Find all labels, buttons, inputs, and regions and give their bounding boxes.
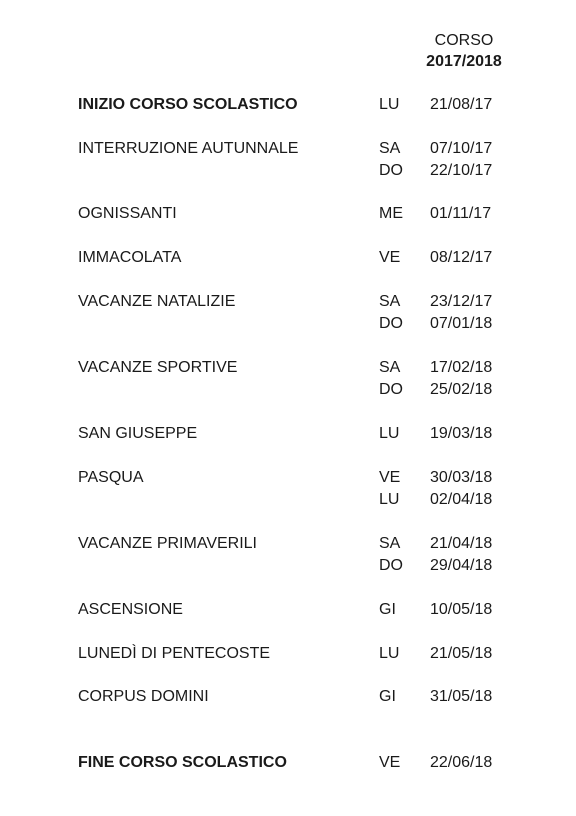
event-name: VACANZE SPORTIVE bbox=[78, 359, 238, 376]
weekday: LU bbox=[379, 425, 400, 442]
weekday: DO bbox=[379, 162, 403, 179]
event-name: OGNISSANTI bbox=[78, 205, 177, 222]
date-value: 29/04/18 bbox=[430, 557, 493, 574]
date-line bbox=[0, 555, 576, 577]
date-value: 07/01/18 bbox=[430, 315, 493, 332]
date-value: 25/02/18 bbox=[430, 381, 493, 398]
event-name: INTERRUZIONE AUTUNNALE bbox=[78, 140, 299, 157]
date-value: 08/12/17 bbox=[430, 249, 493, 266]
date-line bbox=[0, 291, 576, 313]
date-value: 21/08/17 bbox=[430, 96, 493, 113]
weekday: LU bbox=[379, 491, 400, 508]
weekday: DO bbox=[379, 557, 403, 574]
course-label: CORSO bbox=[434, 32, 494, 49]
date-value: 10/05/18 bbox=[430, 601, 493, 618]
event-name: SAN GIUSEPPE bbox=[78, 425, 198, 442]
date-line bbox=[0, 379, 576, 401]
weekday: VE bbox=[379, 249, 401, 266]
weekday: VE bbox=[379, 754, 401, 771]
date-value: 30/03/18 bbox=[430, 469, 493, 486]
weekday: SA bbox=[379, 535, 401, 552]
date-value: 21/05/18 bbox=[430, 645, 493, 662]
event-name: LUNEDÌ DI PENTECOSTE bbox=[78, 645, 271, 662]
weekday: SA bbox=[379, 359, 401, 376]
weekday: GI bbox=[379, 688, 396, 705]
event-name: CORPUS DOMINI bbox=[78, 688, 209, 705]
weekday: VE bbox=[379, 469, 401, 486]
date-line bbox=[0, 752, 576, 774]
event-name: VACANZE PRIMAVERILI bbox=[78, 535, 257, 552]
weekday: LU bbox=[379, 645, 400, 662]
date-line bbox=[0, 643, 576, 665]
event-name: ASCENSIONE bbox=[78, 601, 183, 618]
date-value: 21/04/18 bbox=[430, 535, 493, 552]
event-name: INIZIO CORSO SCOLASTICO bbox=[78, 96, 298, 113]
date-line bbox=[0, 357, 576, 379]
weekday: GI bbox=[379, 601, 396, 618]
date-value: 19/03/18 bbox=[430, 425, 493, 442]
date-value: 01/11/17 bbox=[430, 205, 492, 222]
school-year: 2017/2018 bbox=[426, 53, 502, 70]
date-value: 17/02/18 bbox=[430, 359, 493, 376]
date-value: 23/12/17 bbox=[430, 293, 493, 310]
date-line bbox=[0, 533, 576, 555]
date-line bbox=[0, 160, 576, 182]
date-value: 07/10/17 bbox=[430, 140, 493, 157]
weekday: SA bbox=[379, 293, 401, 310]
event-name: IMMACOLATA bbox=[78, 249, 182, 266]
weekday: DO bbox=[379, 315, 403, 332]
date-line bbox=[0, 599, 576, 621]
weekday: LU bbox=[379, 96, 400, 113]
column-header bbox=[404, 30, 524, 72]
date-line bbox=[0, 423, 576, 445]
date-value: 22/10/17 bbox=[430, 162, 493, 179]
event-name: VACANZE NATALIZIE bbox=[78, 293, 236, 310]
date-value: 22/06/18 bbox=[430, 754, 493, 771]
weekday: SA bbox=[379, 140, 401, 157]
date-line bbox=[0, 313, 576, 335]
date-line bbox=[0, 489, 576, 511]
date-line bbox=[0, 247, 576, 269]
date-line bbox=[0, 138, 576, 160]
event-name: FINE CORSO SCOLASTICO bbox=[78, 754, 287, 771]
weekday: ME bbox=[379, 205, 403, 222]
date-line bbox=[0, 467, 576, 489]
date-line bbox=[0, 94, 576, 116]
date-line bbox=[0, 686, 576, 708]
date-value: 02/04/18 bbox=[430, 491, 493, 508]
date-line bbox=[0, 203, 576, 225]
weekday: DO bbox=[379, 381, 403, 398]
date-value: 31/05/18 bbox=[430, 688, 493, 705]
event-name: PASQUA bbox=[78, 469, 144, 486]
